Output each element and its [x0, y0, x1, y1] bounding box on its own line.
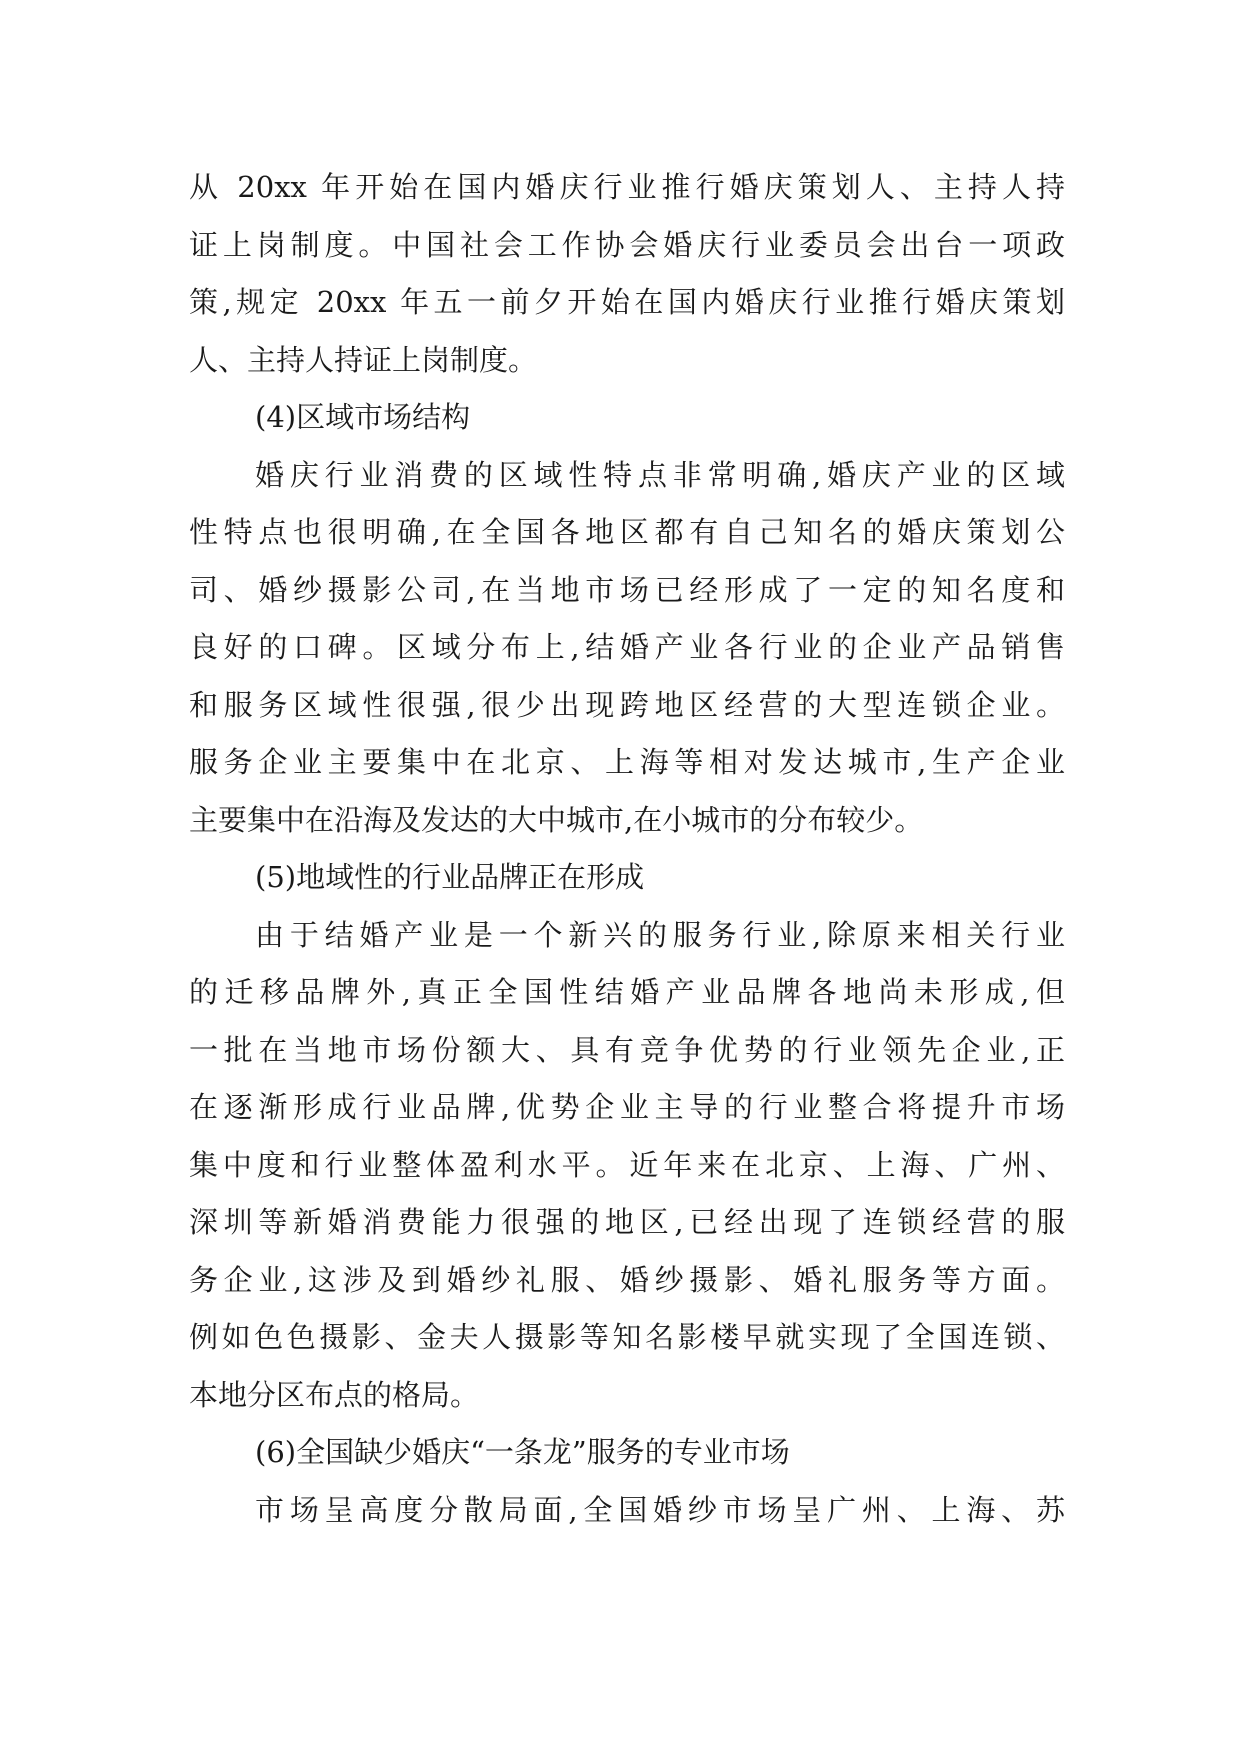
text-line: 由于结婚产业是一个新兴的服务行业,除原来相关行业	[255, 917, 1065, 952]
text-line: 性特点也很明确,在全国各地区都有自己知名的婚庆策划公	[189, 515, 1065, 549]
section-heading: (4)区域市场结构	[255, 400, 471, 434]
text-line: 策,规定 20xx 年五一前夕开始在国内婚庆行业推行婚庆策划	[189, 285, 1065, 319]
text-line: 从 20xx 年开始在国内婚庆行业推行婚庆策划人、主持人持	[189, 170, 1065, 204]
section-heading: (5)地域性的行业品牌正在形成	[255, 860, 645, 894]
document-body	[189, 159, 1065, 1539]
text-line: 婚庆行业消费的区域性特点非常明确,婚庆产业的区域	[255, 457, 1065, 492]
section-heading: (6)全国缺少婚庆“一条龙”服务的专业市场	[255, 1435, 790, 1469]
text-line: 的迁移品牌外,真正全国性结婚产业品牌各地尚未形成,但	[189, 975, 1065, 1009]
text-line: 良好的口碑。区域分布上,结婚产业各行业的企业产品销售	[189, 630, 1065, 664]
text-line: 证上岗制度。中国社会工作协会婚庆行业委员会出台一项政	[189, 227, 1065, 262]
text-line: 本地分区布点的格局。	[189, 1377, 480, 1412]
text-line: 深圳等新婚消费能力很强的地区,已经出现了连锁经营的服	[189, 1205, 1065, 1239]
text-line: 在逐渐形成行业品牌,优势企业主导的行业整合将提升市场	[189, 1090, 1065, 1124]
text-line: 务企业,这涉及到婚纱礼服、婚纱摄影、婚礼服务等方面。	[189, 1262, 1065, 1297]
text-line: 司、婚纱摄影公司,在当地市场已经形成了一定的知名度和	[189, 572, 1065, 607]
text-line: 服务企业主要集中在北京、上海等相对发达城市,生产企业	[189, 745, 1065, 779]
text-line: 和服务区域性很强,很少出现跨地区经营的大型连锁企业。	[189, 687, 1065, 722]
text-line: 例如色色摄影、金夫人摄影等知名影楼早就实现了全国连锁、	[189, 1320, 1065, 1354]
text-line: 市场呈高度分散局面,全国婚纱市场呈广州、上海、苏	[255, 1492, 1065, 1527]
text-line: 一批在当地市场份额大、具有竞争优势的行业领先企业,正	[189, 1032, 1065, 1067]
text-line: 主要集中在沿海及发达的大中城市,在小城市的分布较少。	[189, 802, 924, 837]
text-line: 人、主持人持证上岗制度。	[189, 342, 538, 377]
text-line: 集中度和行业整体盈利水平。近年来在北京、上海、广州、	[189, 1147, 1065, 1182]
